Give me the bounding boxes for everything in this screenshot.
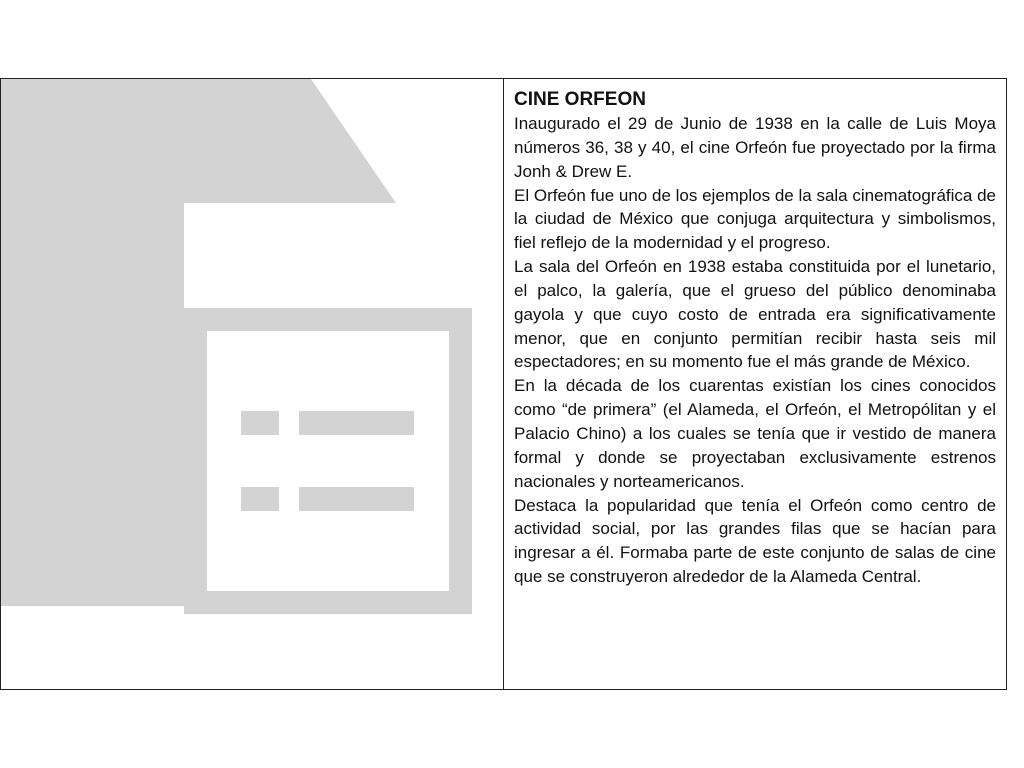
image-placeholder-icon: [1, 79, 504, 689]
list-icon: [184, 308, 472, 614]
info-table: [0, 78, 1007, 690]
image-placeholder-cell: [1, 79, 504, 689]
article-paragraph: La sala del Orfeón en 1938 estaba constituida por el lunetario, el palco, la galería, que el grueso del público denominaba gayola y que cuyo costo de entrada era significativamente menor, que en conjunto permitían recibir hasta seis mil espectadores; en su momento fue el más grande de México.: [514, 257, 996, 372]
article-title: CINE ORFEON: [514, 89, 646, 110]
article-text-cell: [504, 79, 1006, 689]
article-paragraph: Inaugurado el 29 de Junio de 1938 en la calle de Luis Moya números 36, 38 y 40, el cine Orfeón fue proyectado por la firma Jonh & Drew E.: [514, 114, 996, 181]
article-paragraph: En la década de los cuarentas existían los cines conocidos como “de primera” (el Alameda, el Orfeón, el Metropólitan y el Palacio Chino) a los cuales se tenía que ir vestido de manera formal y donde se proyectaban exclusivamente estrenos nacionales y norteamericanos.: [514, 376, 996, 491]
article-paragraph: El Orfeón fue uno de los ejemplos de la sala cinematográfica de la ciudad de México que conjuga arquitectura y simbolismos, fiel reflejo de la modernidad y el progreso.: [514, 185, 996, 253]
article-paragraph: Destaca la popularidad que tenía el Orfeón como centro de actividad social, por las grandes filas que se hacían para ingresar a él. Formaba parte de este conjunto de salas de cine que se construyeron alrededor de la Alameda Central.: [514, 495, 996, 587]
